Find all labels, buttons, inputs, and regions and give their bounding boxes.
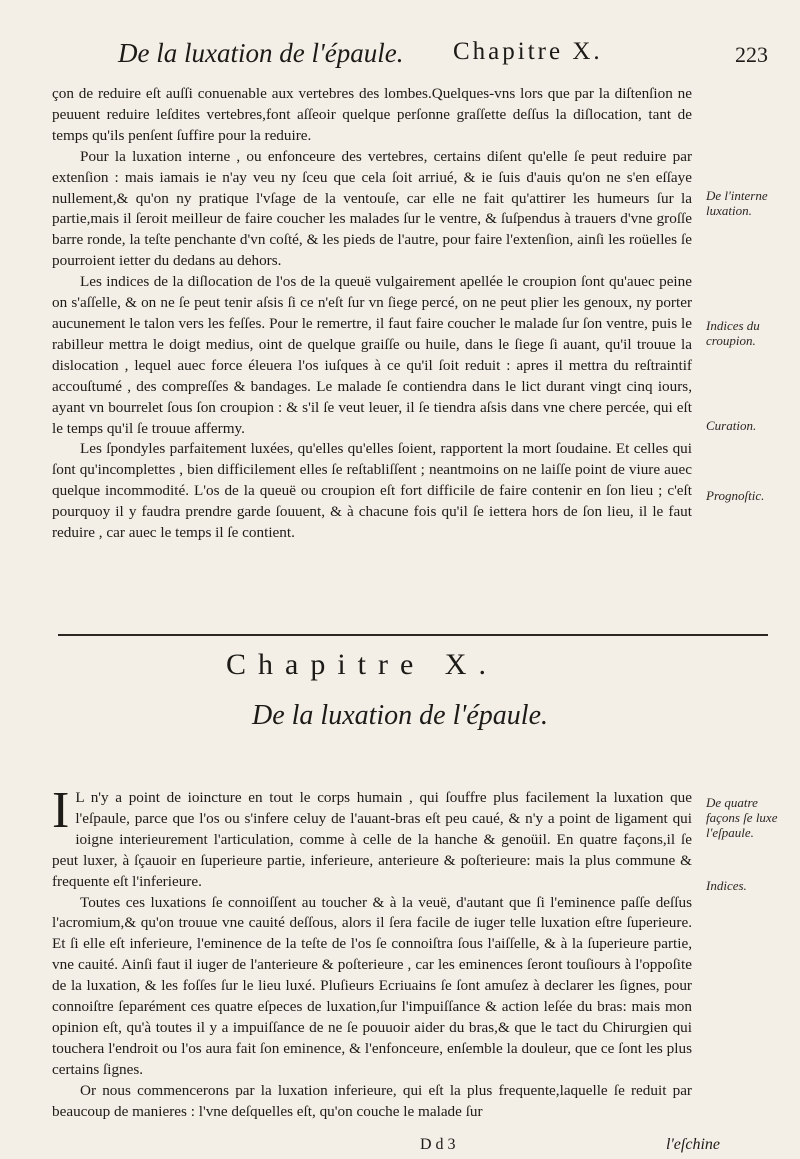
paragraph-lumbar-reduction: çon de reduire eſt auſſi conuenable aux vertebres des lombes.Quelques-vns lors que par la diſtenſion ne peuuent reduire leſdites vertebres,font aſſeoir quelque perſonne graſſette deſſus la diſlocation, tant de temps qu'ils penſent ſuffire pour la reduire. bbox=[52, 85, 692, 144]
running-title: De la luxation de l'épaule. bbox=[118, 38, 404, 68]
side-note-four-ways: De quatre façons ſe luxe l'eſpaule. bbox=[706, 795, 778, 840]
paragraph-coccyx-dislocation: Les indices de la diſlocation de l'os de la queuë vulgairement apellée le croupion ſont qu'auec peine on s'aſſelle, & on ne ſe peut tenir aſsis ſi ce n'eſt ſur vn ſiege percé, on ne peut plier les genoux, ny porter aucunement le talon vers les feſſes. Pour le remertre, il faut faire coucher le malade ſur ſon ventre, puis le rabilleur mettra le doigt medius, oint de quelque graiſſe ou huile, dans le ſiege ſi auant, qu'il trouue la dislocation , lequel auec force éleuera l'os iuſques à ce qu'il ſoit reduit : apres il mettra du reſtraintif accouſtumé , des compreſſes & bandages. Le malade ſe contiendra dans le lict durant vingt cinq iours, ayant vn bourrelet ſous ſon croupion : & s'il ſe veut leuer, il ſe tiendra aſsis dans vne chere percée, qui eſt le temps qu'il ſe trouue affermy. bbox=[52, 273, 692, 437]
paragraph-shoulder-intro-text: L n'y a point de ioincture en tout le corps humain , qui ſouffre plus facilement la luxation que l'eſpaule, parce que l'os ou s'infere celuy de l'auant-bras eſt peu caué, & n'y a point de ligament qui ioigne interieurement l'articulation, comme à celle de la hanche & genoüil. En quatre façons,il ſe peut luxer, à ſçauoir en ſuperieure partie, inferieure, anterieure & poſterieure: mais la plus commune & frequente eſt l'inferieure. bbox=[52, 789, 692, 890]
drop-cap: I bbox=[52, 782, 70, 839]
running-chapter: Chapitre X. bbox=[453, 38, 603, 65]
section-title: De la luxation de l'épaule. bbox=[251, 700, 549, 731]
paragraph-internal-luxation: Pour la luxation interne , ou enfonceure des vertebres, certains diſent qu'elle ſe peut reduire par extenſion : mais iamais ie n'ay veu ny ſceu que cela ſoit arriué, & ie ſuis d'auis qu'on ne s'en eſſaye nullement,& qu'on ny pratique l'vſage de la ventouſe, car elle ne fait qu'attirer les humeurs ſur la partie,mais il ſeroit meilleur de faire coucher les malades ſur le ventre, & ſuſpendus à trauers d'vne groſſe barre ronde, la teſte penchante d'vn coſté, & les pieds de l'autre, pour faire l'extenſion, ainſi les roüelles ſe pourroient ietter du dedans au dehors. bbox=[52, 147, 692, 270]
paragraph-inferior-luxation: Or nous commencerons par la luxation inferieure, qui eſt la plus frequente,laquelle ſe reduit par beaucoup de manieres : l'vne deſquelles eſt, qu'on couche le malade ſur bbox=[52, 1081, 692, 1120]
side-note-indices: Indices. bbox=[706, 878, 747, 893]
paragraph-prognosis: Les ſpondyles parfaitement luxées, qu'elles qu'elles ſoient, rapportent la mort ſoudaine. Et celles qui ſont qu'incomplettes , bien difficilement elles ſe reſtabliſſent ; neantmoins on ne laiſſe point de viure auec quelque incommodité. L'os de la queuë ou croupion eſt fort difficile de faire contenir en ſon lieu ; c'eſt pourquoy il y faudra prendre garde ſouuent, & à chacune fois qu'il ſe iettera hors de ſon lieu, il le faut reduire , car auec le temps il ſe contient. bbox=[52, 440, 692, 542]
side-note-internal-luxation: De l'interne luxation. bbox=[706, 188, 768, 218]
catchword: l'eſchine bbox=[665, 1136, 720, 1153]
paragraph-shoulder-signs: Toutes ces luxations ſe connoiſſent au toucher & à la veuë, d'autant que ſi l'eminence paſſe deſſus l'acromium,& qu'on trouue vne cauité deſſous, alors il ſera facile de iuger telle luxation eſtre ſuperieure. Et ſi elle eſt inferieure, l'eminence de la teſte de l'os ſe connoiſtra ſous l'aiſſelle, & à la ſuperieure partie, vne cauité. Ainſi faut il iuger de l'anterieure & poſterieure , car les eminences ſeront touſiours à l'oppoſite de la luxation, & les foſſes ſur le lieu luxé. Pluſieurs Ecriuains ſe ſont amuſez à declarer les ſignes, pour connoiſtre ſeparément ces quatre eſpeces de luxation,ſur l'impuiſſance & action leſée du bras: mais mon opinion eſt, qu'à toutes il y a impuiſſance de ne ſe pouuoir aider du bras,& que le tact du Chirurgien qui touchera l'endroit ou l'os aura fait ſon eminence, & l'enfonceure, enſemble la douleur, que ce ſont les plus certains ſignes. bbox=[52, 893, 692, 1078]
side-note-curation: Curation. bbox=[706, 418, 757, 433]
paragraph-shoulder-intro bbox=[52, 782, 692, 893]
lower-text-block bbox=[52, 782, 692, 1123]
section-divider bbox=[58, 634, 768, 636]
side-note-croupion-indices: Indices du croupion. bbox=[706, 318, 760, 348]
page-number: 223 bbox=[735, 42, 768, 67]
running-head bbox=[118, 38, 768, 78]
side-note-prognosis: Prognoſtic. bbox=[706, 488, 765, 503]
signature-mark: D d 3 bbox=[420, 1136, 456, 1153]
chapter-heading: Chapitre X. bbox=[226, 648, 498, 681]
top-text-block bbox=[52, 84, 692, 544]
